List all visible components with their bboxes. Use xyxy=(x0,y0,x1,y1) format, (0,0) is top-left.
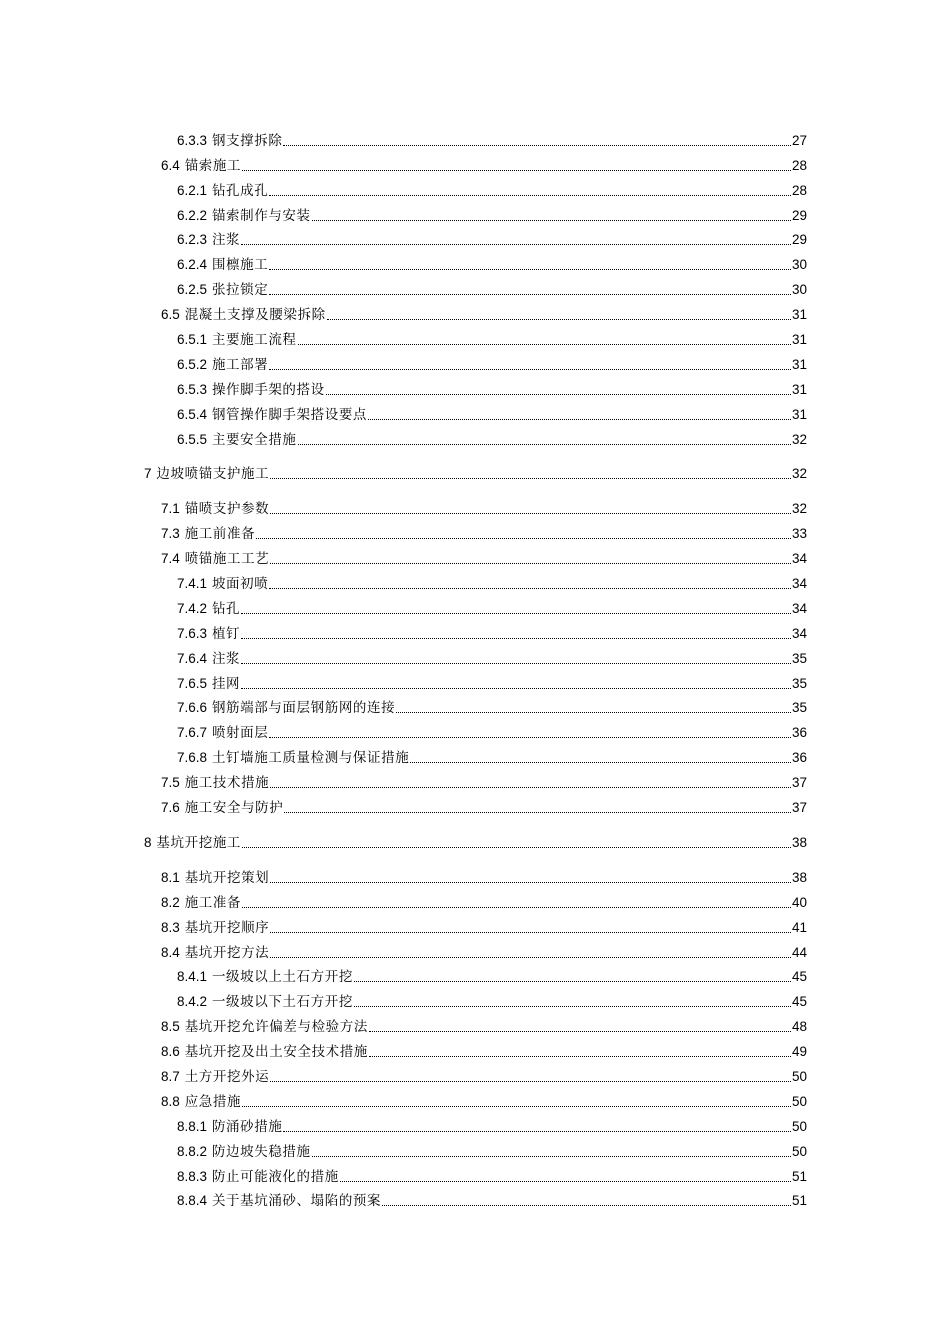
toc-entry-title xyxy=(177,676,240,692)
dot-leader xyxy=(242,907,791,908)
dot-leader xyxy=(270,1081,791,1082)
toc-entry[interactable] xyxy=(144,936,807,961)
dot-leader xyxy=(241,638,791,639)
dot-leader xyxy=(354,1006,791,1007)
toc-entry[interactable] xyxy=(144,542,807,567)
toc-entry-title xyxy=(144,466,269,482)
toc-entry-title xyxy=(177,382,325,398)
toc-entry-number: 6.5 xyxy=(161,307,180,323)
toc-entry-text: 施工部署 xyxy=(211,356,269,373)
toc-entry[interactable] xyxy=(144,766,807,791)
toc-entry-number: 6.5.3 xyxy=(177,381,208,397)
toc-entry-page-number: 36 xyxy=(791,725,807,741)
toc-entry-text: 防涌砂措施 xyxy=(211,1118,283,1135)
toc-entry-title xyxy=(177,725,268,741)
toc-entry-page-number: 34 xyxy=(791,551,807,567)
toc-entry-text: 注浆 xyxy=(211,232,241,249)
toc-entry[interactable] xyxy=(144,298,807,323)
toc-entry-text: 钢管操作脚手架搭设要点 xyxy=(211,406,368,423)
toc-entry-text: 喷锚施工工艺 xyxy=(184,551,270,568)
toc-entry-page-number: 30 xyxy=(791,282,807,298)
toc-entry-title xyxy=(177,750,409,766)
toc-entry-title xyxy=(177,183,268,199)
toc-entry-text: 土钉墙施工质量检测与保证措施 xyxy=(211,750,410,767)
dot-leader xyxy=(241,244,791,245)
dot-leader xyxy=(410,762,791,763)
toc-entry[interactable] xyxy=(144,567,807,592)
dot-leader xyxy=(269,737,791,738)
toc-entry-title xyxy=(177,1193,381,1209)
dot-leader xyxy=(241,688,791,689)
toc-entry-text: 边坡喷锚支护施工 xyxy=(156,466,270,483)
toc-entry[interactable] xyxy=(144,911,807,936)
toc-entry[interactable] xyxy=(144,398,807,423)
toc-entry-number: 8.7 xyxy=(161,1068,180,1084)
toc-entry-number: 6.5.1 xyxy=(177,332,208,348)
toc-entry-page-number: 38 xyxy=(791,834,807,850)
toc-entry[interactable] xyxy=(144,458,807,483)
toc-entry-page-number: 31 xyxy=(791,332,807,348)
toc-entry-title xyxy=(177,208,311,224)
toc-entry-number: 7.6.7 xyxy=(177,725,208,741)
toc-entry-number: 8.8.1 xyxy=(177,1118,208,1134)
dot-leader xyxy=(340,1181,791,1182)
toc-entry-page-number: 34 xyxy=(791,625,807,641)
toc-entry[interactable] xyxy=(144,423,807,448)
toc-entry-number: 6.5.4 xyxy=(177,406,208,422)
dot-leader xyxy=(269,195,791,196)
toc-entry-text: 主要施工流程 xyxy=(211,332,297,349)
toc-entry-text: 土方开挖外运 xyxy=(184,1068,270,1085)
toc-entry[interactable] xyxy=(144,1135,807,1160)
toc-entry-page-number: 50 xyxy=(791,1068,807,1084)
toc-entry[interactable] xyxy=(144,791,807,816)
toc-entry[interactable] xyxy=(144,174,807,199)
toc-entry-number: 7.4.1 xyxy=(177,576,208,592)
toc-entry-title xyxy=(177,432,297,448)
toc-entry-page-number: 45 xyxy=(791,969,807,985)
toc-entry-number: 6.2.3 xyxy=(177,232,208,248)
toc-entry[interactable] xyxy=(144,124,807,149)
toc-entry[interactable] xyxy=(144,716,807,741)
dot-leader xyxy=(269,269,791,270)
dot-leader xyxy=(242,1106,791,1107)
toc-entry-text: 施工安全与防护 xyxy=(184,800,284,817)
toc-entry-page-number: 38 xyxy=(791,869,807,885)
toc-entry-text: 基坑开挖方法 xyxy=(184,944,270,961)
toc-entry-text: 钻孔成孔 xyxy=(211,182,269,199)
dot-leader xyxy=(382,1205,791,1206)
toc-entry-title xyxy=(161,1019,368,1035)
toc-entry-number: 6.5.2 xyxy=(177,356,208,372)
toc-entry-title xyxy=(161,501,269,517)
dot-leader xyxy=(327,319,791,320)
dot-leader xyxy=(396,712,791,713)
toc-entry-text: 操作脚手架的搭设 xyxy=(211,381,325,398)
toc-entry[interactable] xyxy=(144,592,807,617)
dot-leader xyxy=(298,344,791,345)
toc-entry[interactable] xyxy=(144,1185,807,1210)
toc-entry[interactable] xyxy=(144,517,807,542)
toc-entry-text: 植钉 xyxy=(211,625,241,642)
toc-entry-number: 7.6.3 xyxy=(177,625,208,641)
toc-entry-number: 8.8.3 xyxy=(177,1168,208,1184)
toc-entry-text: 关于基坑涌砂、塌陷的预案 xyxy=(211,1193,382,1210)
dot-leader xyxy=(298,444,791,445)
toc-entry-title xyxy=(161,870,269,886)
toc-entry-text: 基坑开挖允许偏差与检验方法 xyxy=(184,1019,368,1036)
toc-entry[interactable] xyxy=(144,273,807,298)
toc-entry-title xyxy=(177,1119,282,1135)
toc-entry-text: 一级坡以下土石方开挖 xyxy=(211,994,353,1011)
toc-entry[interactable] xyxy=(144,1160,807,1185)
toc-entry-title xyxy=(161,1044,368,1060)
toc-entry-text: 锚索施工 xyxy=(184,157,242,174)
toc-entry[interactable] xyxy=(144,323,807,348)
toc-entry-page-number: 29 xyxy=(791,207,807,223)
toc-entry-text: 挂网 xyxy=(211,675,241,692)
toc-entry-number: 6.3.3 xyxy=(177,132,208,148)
toc-entry-number: 8.8 xyxy=(161,1093,180,1109)
dot-leader xyxy=(270,513,791,514)
toc-entry-page-number: 34 xyxy=(791,576,807,592)
toc-entry[interactable] xyxy=(144,642,807,667)
toc-entry-title xyxy=(177,357,268,373)
toc-entry-text: 施工前准备 xyxy=(184,526,256,543)
toc-entry-number: 6.2.2 xyxy=(177,207,208,223)
dot-leader xyxy=(241,663,791,664)
toc-entry-page-number: 35 xyxy=(791,675,807,691)
toc-entry[interactable] xyxy=(144,692,807,717)
toc-entry-number: 8.5 xyxy=(161,1019,180,1035)
toc-entry-text: 钻孔 xyxy=(211,600,241,617)
toc-entry-number: 8.6 xyxy=(161,1044,180,1060)
dot-leader xyxy=(270,932,791,933)
toc-entry[interactable] xyxy=(144,199,807,224)
toc-entry-title xyxy=(177,626,240,642)
toc-entry-page-number: 27 xyxy=(791,132,807,148)
toc-entry-number: 6.2.1 xyxy=(177,182,208,198)
dot-leader xyxy=(283,1131,791,1132)
toc-entry-number: 8 xyxy=(144,834,152,850)
toc-entry-page-number: 31 xyxy=(791,356,807,372)
toc-entry-title xyxy=(177,994,353,1010)
toc-entry[interactable] xyxy=(144,985,807,1010)
toc-entry-number: 6.4 xyxy=(161,157,180,173)
toc-entry-number: 7.3 xyxy=(161,526,180,542)
toc-entry-page-number: 34 xyxy=(791,600,807,616)
toc-entry-page-number: 32 xyxy=(791,431,807,447)
toc-entry-page-number: 35 xyxy=(791,700,807,716)
toc-entry-page-number: 35 xyxy=(791,650,807,666)
toc-entry-text: 基坑开挖及出土安全技术措施 xyxy=(184,1044,368,1061)
toc-entry-text: 应急措施 xyxy=(184,1093,242,1110)
toc-entry-text: 施工技术措施 xyxy=(184,775,270,792)
toc-entry-number: 6.5.5 xyxy=(177,431,208,447)
toc-entry-number: 8.2 xyxy=(161,894,180,910)
dot-leader xyxy=(270,787,791,788)
toc-entry-number: 8.4 xyxy=(161,944,180,960)
toc-entry-title xyxy=(161,307,326,323)
dot-leader xyxy=(241,613,791,614)
dot-leader xyxy=(326,394,791,395)
toc-entry-title xyxy=(161,800,283,816)
dot-leader xyxy=(312,1156,791,1157)
toc-entry-page-number: 51 xyxy=(791,1193,807,1209)
toc-entry-title xyxy=(177,1144,311,1160)
dot-leader xyxy=(284,812,791,813)
toc-entry[interactable] xyxy=(144,1085,807,1110)
dot-leader xyxy=(312,220,791,221)
toc-entry-page-number: 28 xyxy=(791,157,807,173)
toc-entry-title xyxy=(161,775,269,791)
toc-entry-text: 锚索制作与安装 xyxy=(211,207,311,224)
toc-entry-number: 7 xyxy=(144,466,152,482)
toc-entry-title xyxy=(161,945,269,961)
toc-entry-page-number: 31 xyxy=(791,381,807,397)
dot-leader xyxy=(270,882,791,883)
dot-leader xyxy=(270,563,791,564)
toc-entry-title xyxy=(161,895,241,911)
dot-leader xyxy=(283,145,791,146)
toc-entry-text: 基坑开挖顺序 xyxy=(184,919,270,936)
toc-entry-number: 7.6.6 xyxy=(177,700,208,716)
toc-entry-text: 防边坡失稳措施 xyxy=(211,1143,311,1160)
toc-entry-title xyxy=(161,1094,241,1110)
toc-entry[interactable] xyxy=(144,617,807,642)
toc-entry-text: 主要安全措施 xyxy=(211,431,297,448)
toc-entry-text: 坡面初喷 xyxy=(211,576,269,593)
toc-entry-title xyxy=(177,332,297,348)
toc-entry-title xyxy=(177,651,240,667)
toc-entry-title xyxy=(161,920,269,936)
toc-entry-page-number: 33 xyxy=(791,526,807,542)
toc-entry-text: 喷射面层 xyxy=(211,725,269,742)
dot-leader xyxy=(256,538,791,539)
toc-entry-title xyxy=(161,551,269,567)
toc-entry-title xyxy=(177,576,268,592)
toc-entry-page-number: 50 xyxy=(791,1143,807,1159)
toc-entry-page-number: 51 xyxy=(791,1168,807,1184)
toc-entry-page-number: 49 xyxy=(791,1044,807,1060)
toc-entry-number: 7.6.8 xyxy=(177,750,208,766)
toc-entry-text: 混凝土支撑及腰梁拆除 xyxy=(184,307,326,324)
toc-entry-number: 8.4.1 xyxy=(177,969,208,985)
toc-entry-page-number: 40 xyxy=(791,894,807,910)
toc-entry-page-number: 36 xyxy=(791,750,807,766)
toc-entry-page-number: 44 xyxy=(791,944,807,960)
toc-entry-page-number: 45 xyxy=(791,994,807,1010)
toc-entry[interactable] xyxy=(144,248,807,273)
toc-entry-title xyxy=(177,969,353,985)
toc-entry[interactable] xyxy=(144,961,807,986)
dot-leader xyxy=(269,588,791,589)
dot-leader xyxy=(269,369,791,370)
toc-entry-title xyxy=(177,232,240,248)
dot-leader xyxy=(369,1056,791,1057)
toc-entry-number: 6.2.5 xyxy=(177,282,208,298)
toc-entry-text: 钢支撑拆除 xyxy=(211,132,283,149)
toc-entry-title xyxy=(177,700,395,716)
dot-leader xyxy=(369,1031,791,1032)
dot-leader xyxy=(269,294,791,295)
toc-entry-number: 8.8.4 xyxy=(177,1193,208,1209)
toc-entry-number: 8.8.2 xyxy=(177,1143,208,1159)
toc-entry-text: 施工准备 xyxy=(184,894,242,911)
toc-entry-page-number: 29 xyxy=(791,232,807,248)
toc-entry-page-number: 31 xyxy=(791,406,807,422)
toc-entry-number: 7.4 xyxy=(161,551,180,567)
toc-entry-number: 7.4.2 xyxy=(177,600,208,616)
dot-leader xyxy=(242,847,791,848)
toc-entry[interactable] xyxy=(144,886,807,911)
toc-entry-text: 围檩施工 xyxy=(211,257,269,274)
toc-entry-page-number: 41 xyxy=(791,919,807,935)
toc-entry-text: 钢筋端部与面层钢筋网的连接 xyxy=(211,700,396,717)
toc-entry-page-number: 28 xyxy=(791,182,807,198)
toc-entry-page-number: 50 xyxy=(791,1093,807,1109)
toc-entry-text: 张拉锁定 xyxy=(211,282,269,299)
toc-entry-number: 8.4.2 xyxy=(177,994,208,1010)
toc-entry-page-number: 31 xyxy=(791,307,807,323)
toc-entry[interactable] xyxy=(144,224,807,249)
toc-entry[interactable] xyxy=(144,149,807,174)
toc-entry[interactable] xyxy=(144,1060,807,1085)
toc-entry-page-number: 32 xyxy=(791,466,807,482)
dot-leader xyxy=(242,170,791,171)
toc-entry[interactable] xyxy=(144,667,807,692)
toc-entry-title xyxy=(177,133,282,149)
toc-entry-title xyxy=(177,1169,339,1185)
toc-entry-text: 防止可能液化的措施 xyxy=(211,1168,339,1185)
toc-entry-title xyxy=(177,407,367,423)
dot-leader xyxy=(270,478,791,479)
toc-entry-page-number: 37 xyxy=(791,775,807,791)
toc-entry-title xyxy=(161,1069,269,1085)
toc-entry-number: 7.5 xyxy=(161,775,180,791)
toc-entry-text: 基坑开挖策划 xyxy=(184,869,270,886)
toc-entry-page-number: 50 xyxy=(791,1118,807,1134)
toc-entry-number: 7.6.5 xyxy=(177,675,208,691)
toc-entry-number: 7.6 xyxy=(161,800,180,816)
toc-entry[interactable] xyxy=(144,741,807,766)
toc-entry-title xyxy=(177,601,240,617)
toc-entry[interactable] xyxy=(144,1110,807,1135)
dot-leader xyxy=(270,957,791,958)
toc-entry[interactable] xyxy=(144,348,807,373)
toc-entry[interactable] xyxy=(144,1035,807,1060)
toc-entry-number: 6.2.4 xyxy=(177,257,208,273)
toc-entry-title xyxy=(177,282,268,298)
toc-entry-number: 7.1 xyxy=(161,501,180,517)
toc-entry-text: 基坑开挖施工 xyxy=(156,834,242,851)
toc-entry-number: 8.3 xyxy=(161,919,180,935)
dot-leader xyxy=(368,419,791,420)
toc-entry-page-number: 32 xyxy=(791,501,807,517)
toc-entry[interactable] xyxy=(144,492,807,517)
toc-entry[interactable] xyxy=(144,1010,807,1035)
toc-entry-title xyxy=(161,526,255,542)
toc-entry-title xyxy=(177,257,268,273)
toc-entry-page-number: 48 xyxy=(791,1019,807,1035)
toc-entry-number: 8.1 xyxy=(161,869,180,885)
toc-entry[interactable] xyxy=(144,826,807,851)
toc-entry-text: 一级坡以上土石方开挖 xyxy=(211,969,353,986)
toc-entry-title xyxy=(144,835,241,851)
toc-entry-text: 注浆 xyxy=(211,650,241,667)
toc-entry-page-number: 37 xyxy=(791,800,807,816)
toc-entry-title xyxy=(161,158,241,174)
toc-entry[interactable] xyxy=(144,373,807,398)
table-of-contents xyxy=(144,124,807,1209)
toc-entry-number: 7.6.4 xyxy=(177,650,208,666)
toc-entry[interactable] xyxy=(144,861,807,886)
toc-entry-text: 锚喷支护参数 xyxy=(184,501,270,518)
toc-entry-page-number: 30 xyxy=(791,257,807,273)
dot-leader xyxy=(354,981,791,982)
